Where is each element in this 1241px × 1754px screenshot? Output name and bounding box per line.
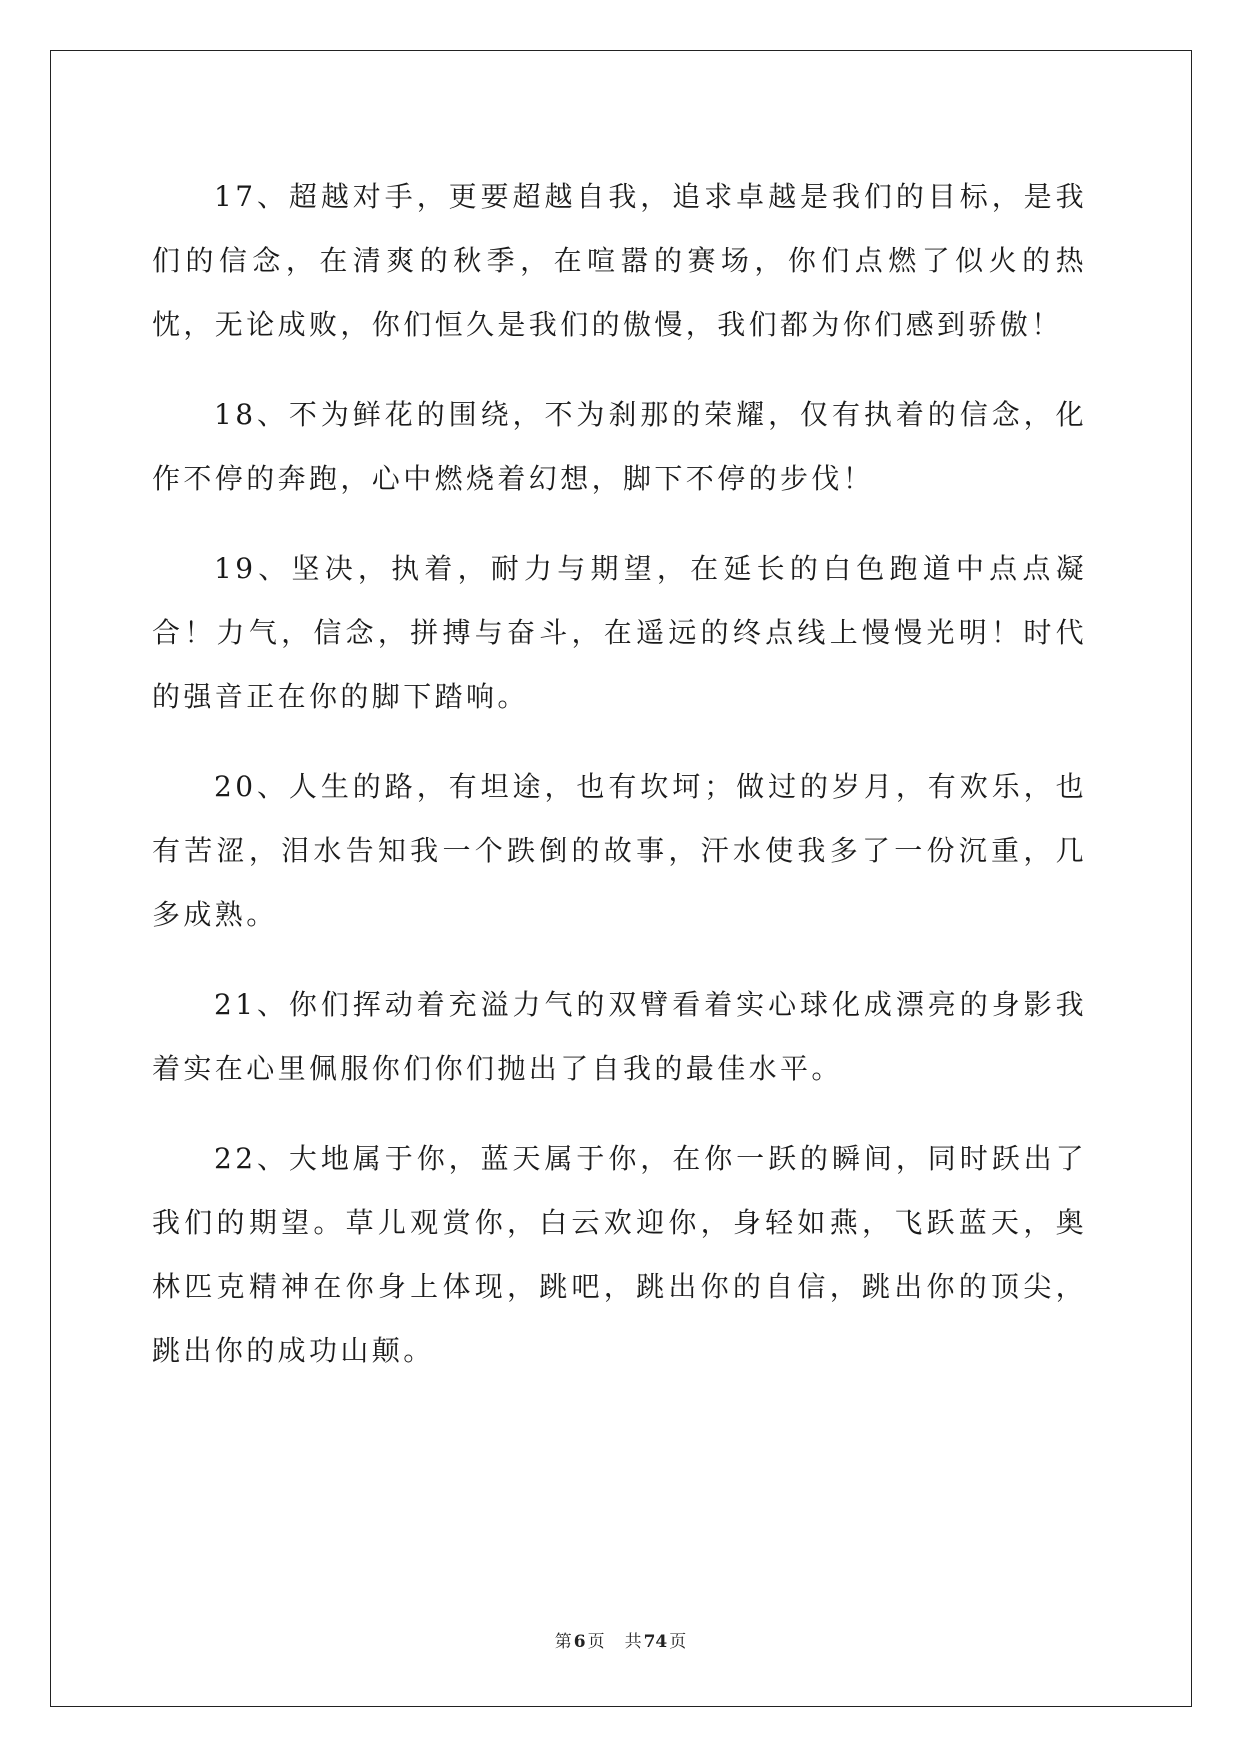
paragraph-22: 22、大地属于你，蓝天属于你，在你一跃的瞬间，同时跃出了我们的期望。草儿观赏你，白云欢迎你，身轻如燕，飞跃蓝天，奥林匹克精神在你身上体现，跳吧，跳出你的自信，跳出你的顶尖，跳出你的成功山颠。 [152, 1142, 1087, 1367]
footer-total-prefix: 共 [624, 1632, 642, 1652]
paragraph-18: 18、不为鲜花的围绕，不为刹那的荣耀，仅有执着的信念，化作不停的奔跑，心中燃烧着幻想，脚下不停的步伐！ [152, 398, 1087, 495]
paragraph-19: 19、坚决，执着，耐力与期望，在延长的白色跑道中点点凝合！力气，信念，拼搏与奋斗，在遥远的终点线上慢慢光明！时代的强音正在你的脚下踏响。 [152, 552, 1087, 713]
paragraph-17: 17、超越对手，更要超越自我，追求卓越是我们的目标，是我们的信念，在清爽的秋季，在喧嚣的赛场，你们点燃了似火的热忱，无论成败，你们恒久是我们的傲慢，我们都为你们感到骄傲！ [152, 180, 1087, 341]
paragraph-21: 21、你们挥动着充溢力气的双臂看着实心球化成漂亮的身影我着实在心里佩服你们你们抛出了自我的最佳水平。 [152, 988, 1087, 1085]
document-body [152, 165, 1087, 1409]
total-page-count: 74 [643, 1632, 668, 1652]
paragraph-20: 20、人生的路，有坦途，也有坎坷；做过的岁月，有欢乐，也有苦涩，泪水告知我一个跌倒的故事，汗水使我多了一份沉重，几多成熟。 [152, 770, 1087, 931]
footer-page-suffix: 页 [587, 1632, 605, 1652]
footer-prefix: 第 [554, 1632, 572, 1652]
footer-total-suffix: 页 [669, 1632, 687, 1652]
page-footer [0, 1627, 1241, 1652]
current-page-number: 6 [573, 1632, 586, 1652]
